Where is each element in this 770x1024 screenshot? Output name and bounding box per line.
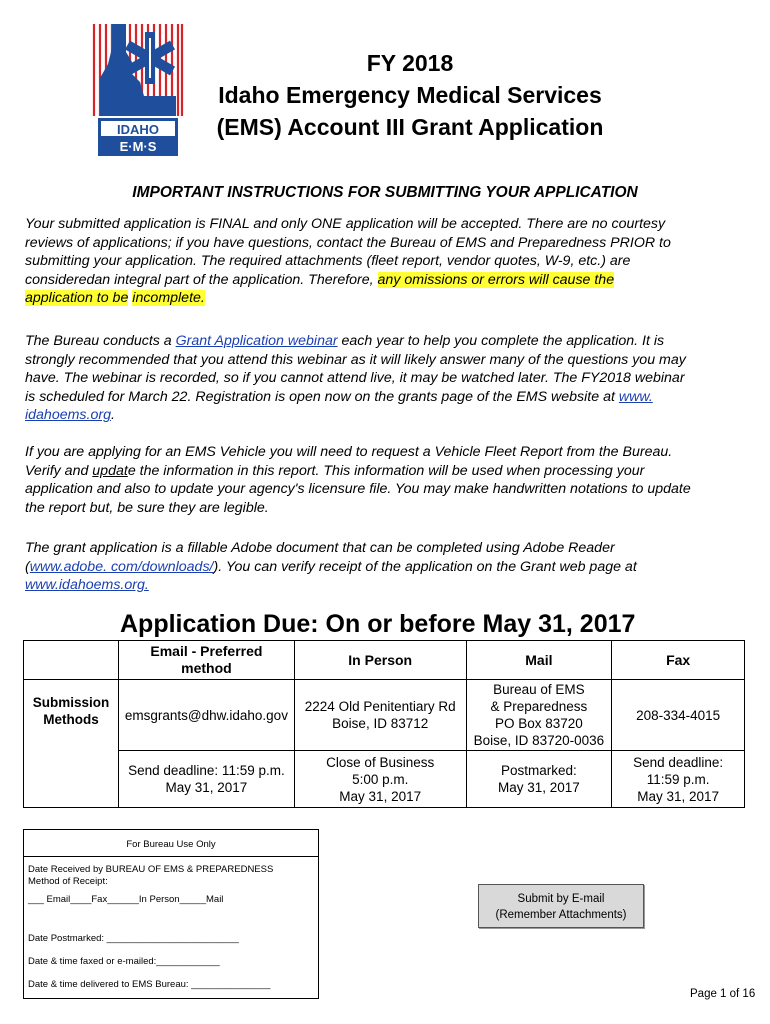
row-label-submission-methods <box>24 680 119 808</box>
text-segment: . <box>110 407 115 423</box>
text-line: the report but, be sure they are legible. <box>25 499 269 516</box>
row-label-text: Submission <box>32 695 110 710</box>
mail-address-cell <box>466 680 612 751</box>
row-label-text: Methods <box>43 712 99 727</box>
cell-text: 2224 Old Penitentiary Rd <box>304 699 456 714</box>
text-line <box>25 271 740 290</box>
date-delivered-field[interactable]: Date & time delivered to EMS Bureau: _______________ <box>28 979 271 990</box>
date-received-field[interactable]: Date Received by BUREAU OF EMS & PREPAREDNESS <box>28 864 274 875</box>
submit-by-email-button[interactable] <box>478 884 644 928</box>
bureau-box-title: For Bureau Use Only <box>126 839 216 850</box>
in-person-deadline-cell <box>294 751 466 808</box>
text-line <box>25 289 740 308</box>
cell-text: Send deadline: 11:59 p.m. <box>128 763 285 778</box>
webinar-link[interactable]: Grant Application webinar <box>175 333 338 349</box>
cell-text: May 31, 2017 <box>339 788 422 804</box>
cell-text: Close of Business <box>326 754 435 770</box>
text-segment: each year to help you complete the application. It is <box>337 333 665 349</box>
page-number: Page 1 of 16 <box>690 988 756 1000</box>
title-line-3: (EMS) Account III Grant Application <box>216 114 604 140</box>
table-cell-empty <box>24 641 119 680</box>
header-text: method <box>181 660 232 676</box>
text-segment: e the information in this report. This information will be used when processing your <box>127 462 645 479</box>
email-address-cell: emsgrants@dhw.idaho.gov <box>118 680 294 751</box>
paragraph-vehicle-fleet <box>25 443 740 517</box>
text-line <box>25 558 740 577</box>
table-row <box>24 751 745 808</box>
divider <box>24 856 318 857</box>
text-line: have. The webinar is recorded, so if you cannot attend live, it may be watched later. The FY2018 webinar <box>25 370 685 386</box>
cell-text: & Preparedness <box>490 699 588 714</box>
submit-label: Submit by E-mail <box>517 893 605 905</box>
highlighted-warning: any omissions or errors will cause the <box>377 271 615 288</box>
date-faxed-field[interactable]: Date & time faxed or e-mailed:____________ <box>28 956 220 967</box>
fax-number-cell: 208-334-4015 <box>612 680 745 751</box>
cell-text: PO Box 83720 <box>494 716 583 731</box>
text-line: reviews of applications; if you have questions, contact the Bureau of EMS and Preparedness PRIOR to <box>25 234 671 251</box>
text-line <box>25 462 740 481</box>
logo-text-idaho: IDAHO <box>117 122 159 137</box>
text-segment: consideredan integral part of the application. Therefore, <box>25 271 378 288</box>
title-line-2: Idaho Emergency Medical Services <box>218 82 602 108</box>
text-segment: is scheduled for March 22. Registration is open now on the grants page of the EMS website at <box>25 388 619 405</box>
idahoems-link[interactable]: www.idahoems.org. <box>25 577 149 593</box>
title-year: FY 2018 <box>366 50 454 76</box>
date-postmarked-field[interactable]: Date Postmarked: _________________________ <box>28 933 239 944</box>
text-line: Your submitted application is FINAL and only ONE application will be accepted. There are no courtesy <box>25 216 666 232</box>
text-line: application and also to update your agency's licensure file. You may make handwritten notations to update <box>25 481 691 497</box>
text-line: strongly recommended that you attend this webinar as it will likely answer many of the questions you may <box>25 351 686 368</box>
text-line: The grant application is a fillable Adobe document that can be completed using Adobe Reader <box>25 540 615 556</box>
ems-website-link[interactable]: www. <box>618 388 653 405</box>
header-email <box>118 641 294 680</box>
text-line <box>25 406 740 425</box>
cell-text: Send deadline: <box>633 754 724 770</box>
submission-methods-table <box>23 640 745 808</box>
adobe-link[interactable]: www.adobe. com/downloads/ <box>29 558 214 575</box>
text-segment: Verify and <box>25 462 93 479</box>
highlighted-warning: incomplete. <box>132 290 205 306</box>
cell-text: May 31, 2017 <box>497 780 580 795</box>
paragraph-webinar <box>25 332 740 425</box>
mail-deadline-cell <box>466 751 612 808</box>
application-due-heading: Application Due: On or before May 31, 2017 <box>120 610 636 638</box>
email-deadline-cell <box>118 751 294 808</box>
paragraph-final-application <box>25 215 740 308</box>
header-in-person: In Person <box>294 641 466 680</box>
header-mail: Mail <box>466 641 612 680</box>
cell-text: Boise, ID 83712 <box>332 716 429 731</box>
cell-text: May 31, 2017 <box>637 788 720 804</box>
idaho-ems-logo <box>92 18 184 160</box>
table-row <box>24 680 745 751</box>
cell-text: May 31, 2017 <box>165 780 248 795</box>
table-header-row <box>24 641 745 680</box>
text-segment: ). You can verify receipt of the application on the Grant web page at <box>213 558 637 575</box>
cell-text: Postmarked: <box>500 763 577 778</box>
in-person-address-cell <box>294 680 466 751</box>
cell-text: Bureau of EMS <box>493 682 585 697</box>
header-text: Email - Preferred <box>150 643 263 659</box>
text-line <box>25 576 740 595</box>
text-line: submitting your application. The required attachments (fleet report, vendor quotes, W-9, etc.) are <box>25 253 631 269</box>
text-line: If you are applying for an EMS Vehicle you will need to request a Vehicle Fleet Report from the Bureau. <box>25 444 673 460</box>
cell-text: 11:59 p.m. <box>646 771 710 787</box>
ems-website-link[interactable]: idahoems.org <box>25 407 111 423</box>
text-segment: The Bureau conducts a <box>25 333 176 349</box>
instructions-heading: IMPORTANT INSTRUCTIONS FOR SUBMITTING YOUR APPLICATION <box>132 184 638 201</box>
text-line <box>25 332 740 351</box>
text-line <box>25 388 740 407</box>
paragraph-adobe <box>25 539 740 595</box>
cell-text: Boise, ID 83720-0036 <box>473 733 605 748</box>
logo-text-ems: E·M·S <box>119 139 157 154</box>
submit-sublabel: (Remember Attachments) <box>495 909 627 921</box>
cell-text: 5:00 p.m. <box>352 771 409 787</box>
text-segment: ( <box>25 558 30 575</box>
highlighted-warning: application to be <box>25 290 129 306</box>
fax-deadline-cell <box>612 751 745 808</box>
receipt-method-options[interactable]: ___ Email____Fax______In Person_____Mail <box>28 894 224 905</box>
text-segment: updat <box>92 462 128 479</box>
method-of-receipt-label: Method of Receipt: <box>28 876 108 887</box>
header-fax: Fax <box>612 641 745 680</box>
bureau-use-only-box <box>23 829 319 999</box>
